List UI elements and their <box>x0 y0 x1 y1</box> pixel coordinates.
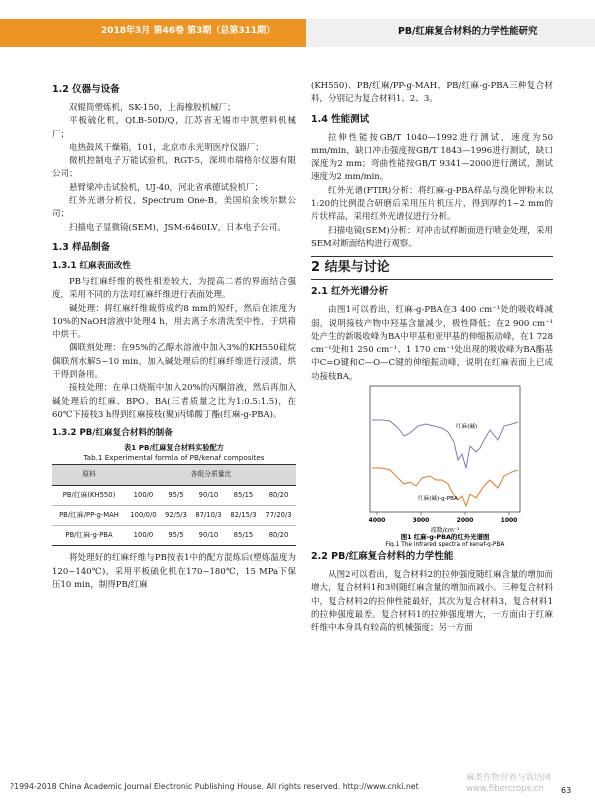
table-cell-ratio: 100/0 <box>126 485 161 505</box>
table-cell-ratio: 95/5 <box>161 526 191 546</box>
equipment-item: 电热鼓风干燥箱，101，北京市永光明医疗仪器厂； <box>69 142 264 153</box>
paragraph: 从图2可以看出，复合材料2的拉伸强度随红麻含量的增加而增大，复合材料1和3则随红麻含量的增加而减小。三种复合材料中，复合材料2的拉伸性能最好，其次为复合材料3，复合材料1的拉伸强度最差。复合材料1的拉伸强度增大，一方面由于红麻纤维中本身具有较高的机械强度；另一方面 <box>311 570 553 634</box>
x-tick-label: 4000 <box>368 517 386 525</box>
section-title-1-3-2: 1.3.2 PB/红麻复合材料的制备 <box>52 428 173 439</box>
figure-caption-cn: 图1 红麻-g-PBA的红外光谱图 <box>400 533 490 542</box>
paragraph: 拉伸性能按GB/T 1040—1992进行测试，速度为50 mm/min，缺口冲击强度按GB/T 1843—1996进行测试，缺口深度为2 mm；弯曲性能按GB/T 9341—2000进行测试，测试速度为2 mm/min。 <box>311 132 553 183</box>
section-title-1-4: 1.4 性能测试 <box>311 113 370 125</box>
article-title-text: PB/红麻复合材料的力学性能研究 <box>398 26 538 37</box>
paragraph: PB与红麻纤维的极性相差较大，为提高二者的界面结合强度，采用不同的方法对红麻纤维进行表面处理。 <box>52 276 296 301</box>
equipment-item: 红外光谱分析仪，Spectrum One-B，美国珀金埃尔默公司； <box>52 196 296 220</box>
page-header <box>0 0 595 68</box>
section-title-2-2: 2.2 PB/红麻复合材料的力学性能 <box>311 551 454 563</box>
section-title-1-3: 1.3 样品制备 <box>52 241 111 253</box>
equipment-item: 平板硫化机，QLB-50D/Q，江苏省无锡市中凯塑料机械厂； <box>52 116 296 140</box>
equipment-item: 悬臂梁冲击试验机，UJ-40，河北省承德试验机厂； <box>69 182 264 193</box>
copyright-footer: ?1994-2018 China Academic Journal Electronic Publishing House. All rights reserved. http://www.cnki.net <box>10 782 419 791</box>
section-title-2: 2 结果与讨论 <box>311 256 553 280</box>
x-axis-label: 波数/cm⁻¹ <box>430 527 460 535</box>
right-column <box>311 80 553 636</box>
x-axis-ticks <box>369 512 518 524</box>
formula-table <box>52 464 296 546</box>
paragraph: 由图1可以看出，红麻-g-PBA在3 400 cm⁻¹处的吸收峰减弱，说明接枝产物中羟基含量减少，极性降低；在2 900 cm⁻¹处产生的新吸收峰为BA中甲基和亚甲基的伸缩振动峰，在1 728 cm⁻¹处和1 250 cm⁻¹、1 170 cm⁻¹处出现的吸收峰为BA酯基中C=O键和C—O—C键的伸缩振动峰，说明在红麻表面上已成功接枝BA。 <box>311 305 553 382</box>
table-cell-ratio: 100/0 <box>126 526 161 546</box>
table-cell-ratio: 80/20 <box>261 526 296 546</box>
plot-frame <box>370 386 520 512</box>
paragraph: (KH550)、PB/红麻/PP-g-MAH、PB/红麻-g-PBA三种复合材料，分别记为复合材料1、2、3。 <box>311 81 553 105</box>
section-title-1-3-1: 1.3.1 红麻表面改性 <box>52 260 132 271</box>
spectrum-label-a: 红麻(碱) <box>456 424 478 431</box>
paragraph: 接枝处理：在单口烧瓶中加入20%的丙酮溶液，然后再加入碱处理后的红麻、BPO、BA(三者质量之比为1:0.5:1.5)，在60℃下接枝3 h得到红麻接枝(聚)丙烯酸丁酯(红麻-g-PBA)。 <box>52 383 296 420</box>
table-row <box>52 505 296 525</box>
table-cell-ratio: 92/5/3 <box>161 505 191 525</box>
table-cell-material: PB/红麻-g-PBA <box>52 526 126 546</box>
journal-issue-text: 2018年3月 第46卷 第3期（总第311期） <box>101 26 276 36</box>
watermark-url: www.fibercrops.cn <box>466 784 544 794</box>
x-tick-label: 2000 <box>456 517 474 525</box>
spectrum-kenaf-alkali <box>372 420 518 468</box>
table-row <box>52 485 296 505</box>
journal-issue-banner <box>0 19 306 47</box>
ftir-spectrum-figure <box>332 384 532 547</box>
table-cell-material: PB/红麻/PP-g-MAH <box>52 505 126 525</box>
table-header: 原料 <box>52 465 126 485</box>
section-title-2-1: 2.1 红外光谱分析 <box>311 286 389 298</box>
table-caption-cn: 表1 PB/红麻复合材料实验配方 <box>124 443 224 453</box>
equipment-item: 微机控制电子万能试验机，RGT-5，深圳市瑞格尔仪器有限公司； <box>52 156 296 180</box>
table-cell-material: PB/红麻(KH550) <box>52 485 126 505</box>
article-title-banner <box>306 19 595 47</box>
x-tick-label: 3000 <box>412 517 430 525</box>
table-cell-ratio: 77/20/3 <box>261 505 296 525</box>
equipment-item: 扫描电子显微镜(SEM)，JSM-6460LV，日本电子公司。 <box>69 222 286 233</box>
table-cell-ratio: 82/15/3 <box>226 505 261 525</box>
table-cell-ratio: 80/20 <box>261 485 296 505</box>
table-cell-ratio: 100/0/0 <box>126 505 161 525</box>
table-row <box>52 526 296 546</box>
paragraph: 碱处理：将红麻纤维裁剪成约8 mm的短纤，然后在浓度为10%的NaOH溶液中处理4 h，用去离子水清洗至中性，于烘箱中烘干。 <box>52 303 296 341</box>
page-number: 63 <box>561 786 572 795</box>
ftir-spectrum-svg <box>332 384 532 547</box>
spectrum-label-b: 红麻(碱)-g-PBA <box>418 496 458 503</box>
paragraph: 偶联剂处理：在95%的乙醇水溶液中加入3%的KH550硅烷偶联剂水解5~10 min，加入碱处理后的红麻纤维进行浸渍，烘干得到备用。 <box>52 343 296 381</box>
table-cell-ratio: 90/10 <box>191 526 226 546</box>
table-cell-ratio: 95/5 <box>161 485 191 505</box>
paragraph: 扫描电镜(SEM)分析：对冲击试样断面进行喷金处理，采用SEM对断面结构进行观察。 <box>311 225 553 249</box>
table-cell-ratio: 90/10 <box>191 485 226 505</box>
section-title-1-2: 1.2 仪器与设备 <box>52 84 120 95</box>
watermark-text: 麻类作物营养与栽培网 <box>466 773 552 783</box>
table-header: 各组分质量比 <box>126 465 296 485</box>
paragraph: 红外光谱(FTIR)分析：将红麻-g-PBA样品与溴化钾粉末以1:20的比例混合研磨后采用压片机压片，得到厚约1~2 mm的片状样品，采用红外光谱仪进行分析。 <box>311 185 553 223</box>
equipment-item: 双辊筒塑炼机，SK-150，上海橡胶机械厂； <box>69 103 236 113</box>
x-tick-label: 1000 <box>500 517 518 525</box>
figure-caption-en: Fig.1 The infrared spectra of kenaf-g-PBA <box>385 542 505 548</box>
table-cell-ratio: 85/15 <box>226 485 261 505</box>
table-cell-ratio: 87/10/3 <box>191 505 226 525</box>
table-cell-ratio: 85/15 <box>226 526 261 546</box>
table-caption-en: Tab.1 Experimental formla of PB/kenaf composites <box>83 452 265 462</box>
left-column <box>52 80 296 592</box>
paragraph: 将处理好的红麻纤维与PB按表1中的配方混炼后(塑炼温度为120~140℃)，采用平板硫化机在170~180℃，15 MPa下保压10 min，制得PB/红麻 <box>52 553 296 591</box>
